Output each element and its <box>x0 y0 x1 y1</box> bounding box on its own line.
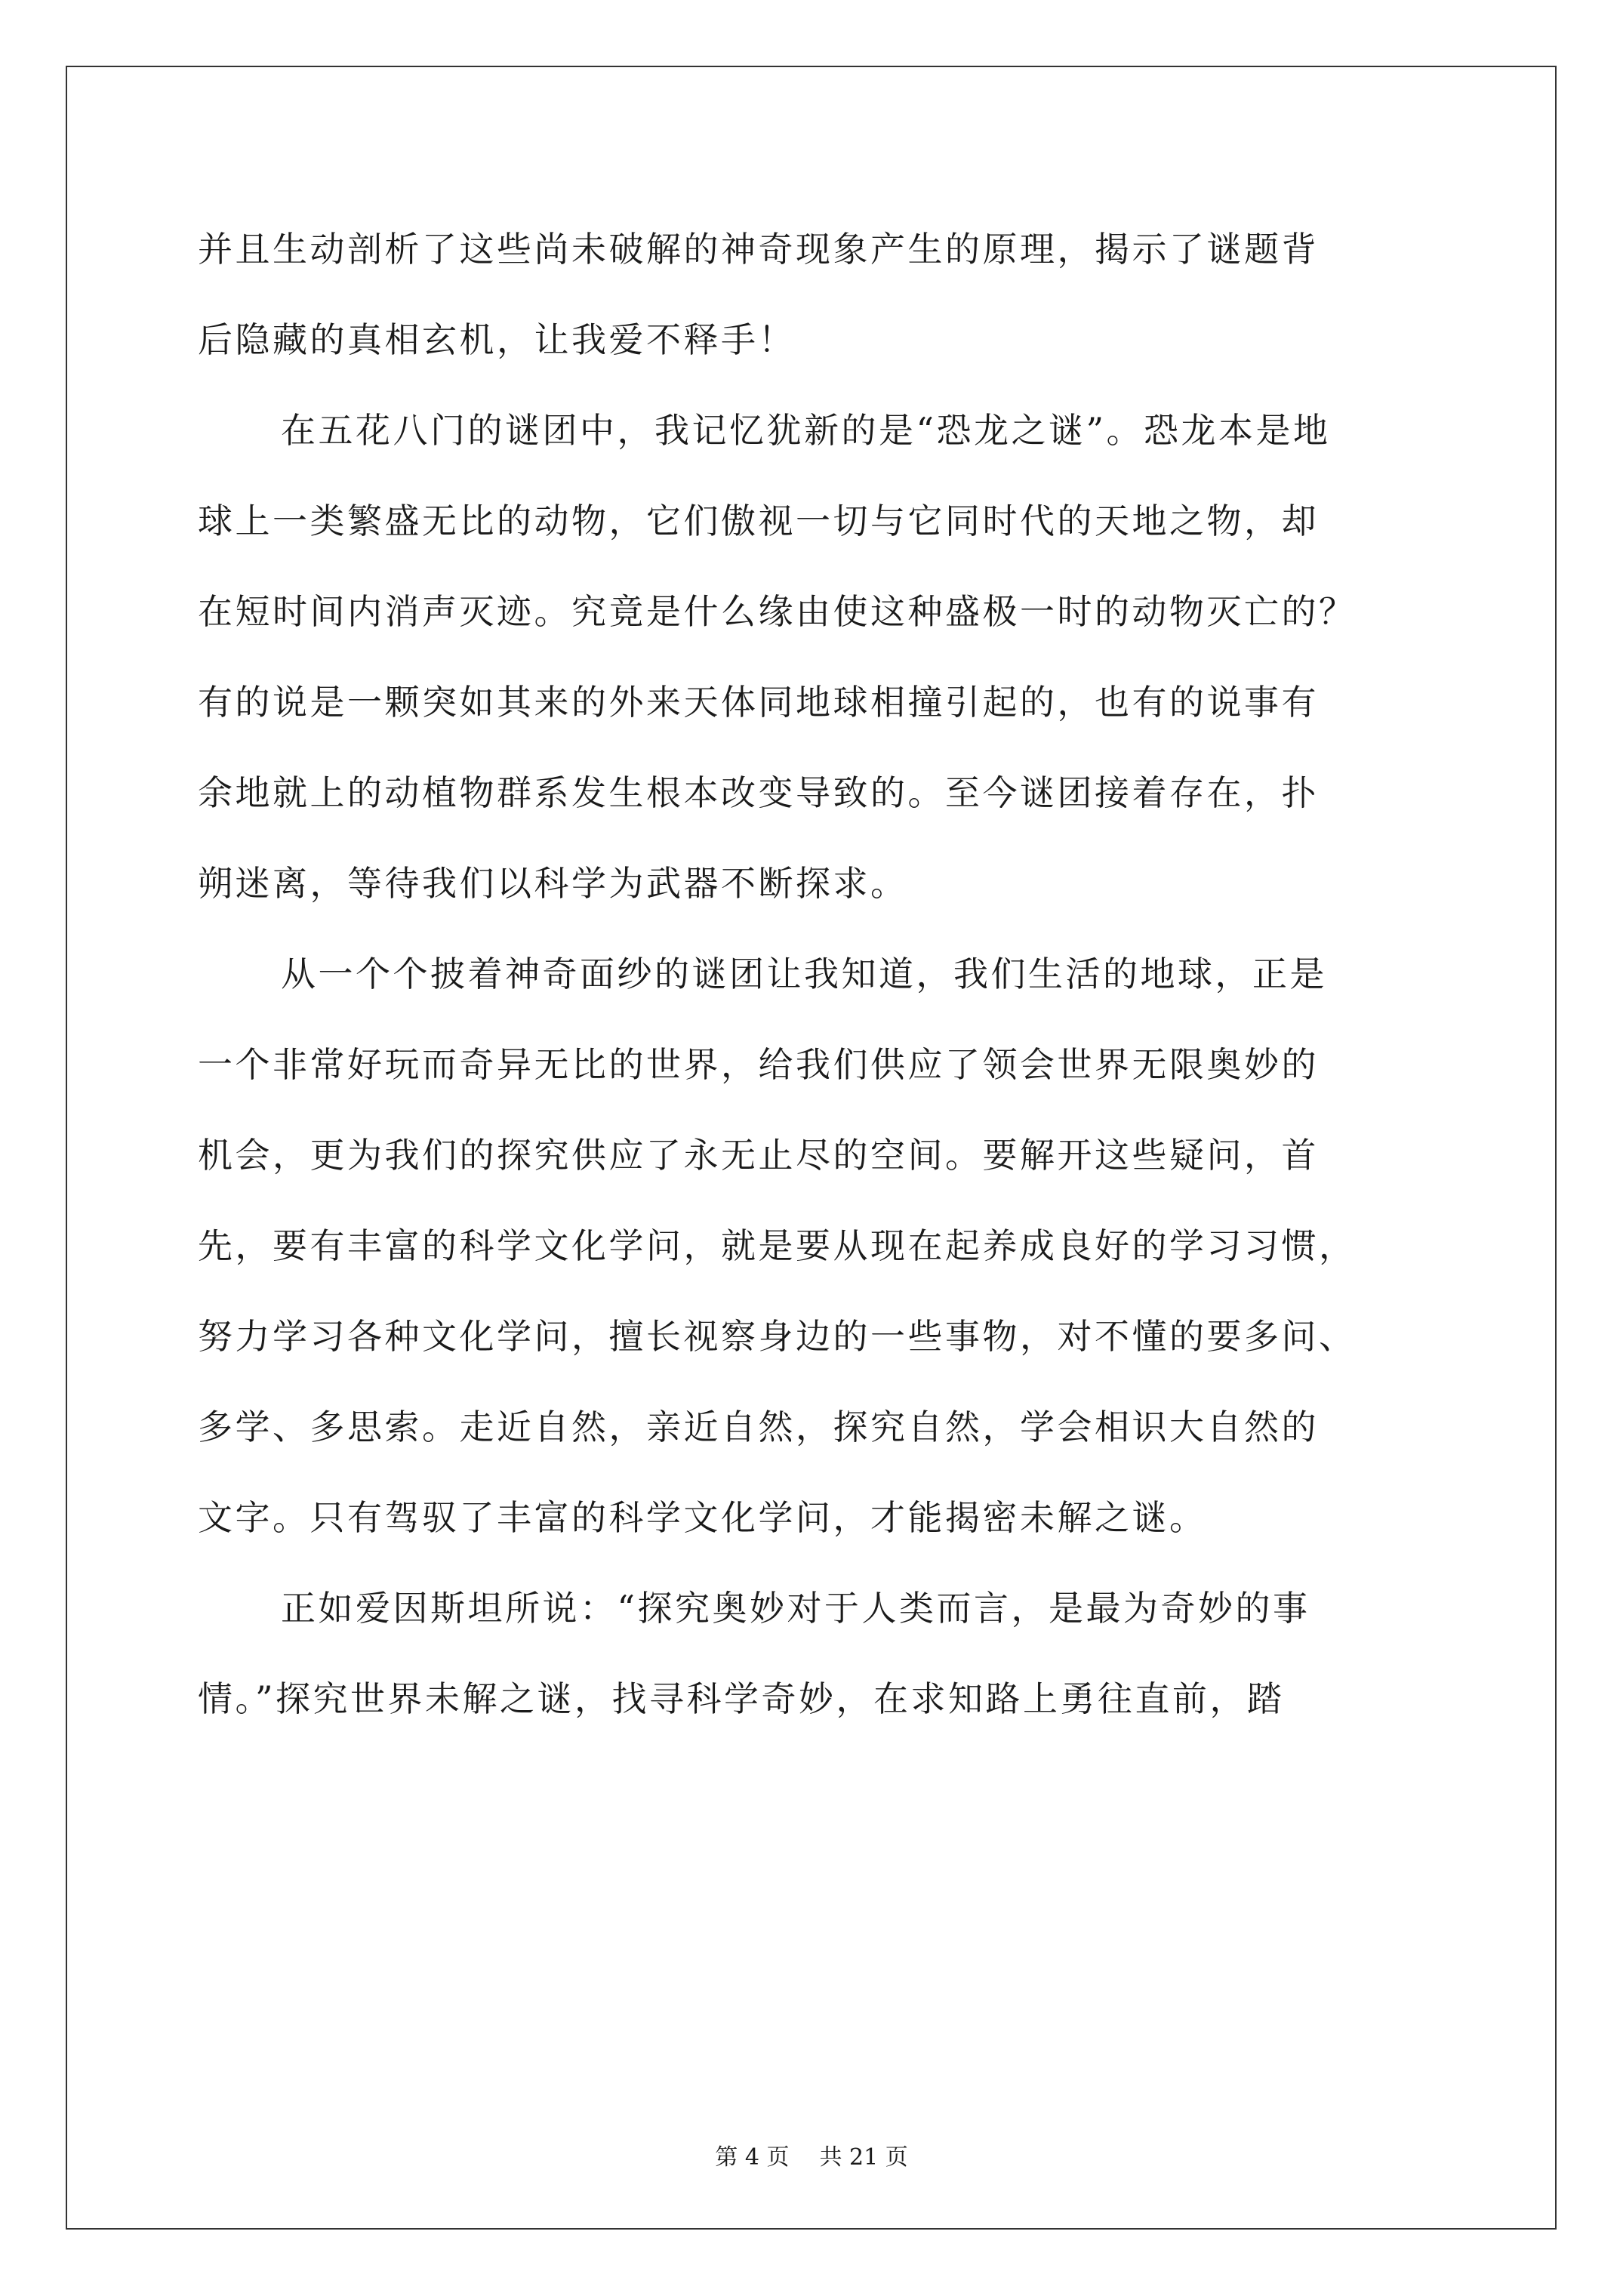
text-line: 在五花八门的谜团中，我记忆犹新的是“恐龙之谜”。恐龙本是地 <box>281 410 1331 451</box>
text-line: 机会，更为我们的探究供应了永无止尽的空间。要解开这些疑问，首 <box>198 1135 1319 1176</box>
page-number: 第 4 页 <box>715 2144 790 2171</box>
text-line: 余地就上的动植物群系发生根本改变导致的。至今谜团接着存在，扑 <box>198 772 1319 813</box>
page-footer <box>0 2138 1623 2171</box>
text-line: 先，要有丰富的科学文化学问，就是要从现在起养成良好的学习习惯， <box>198 1225 1357 1266</box>
text-line: 正如爱因斯坦所说：“探究奥妙对于人类而言，是最为奇妙的事 <box>281 1588 1310 1629</box>
text-line: 朔迷离，等待我们以科学为武器不断探求。 <box>198 863 908 904</box>
text-line: 球上一类繁盛无比的动物，它们傲视一切与它同时代的天地之物，却 <box>198 501 1319 541</box>
text-line: 后隐藏的真相玄机，让我爱不释手！ <box>198 319 796 360</box>
text-line: 努力学习各种文化学问，擅长视察身边的一些事物，对不懂的要多问、 <box>198 1316 1357 1357</box>
page-total: 共 21 页 <box>819 2144 908 2171</box>
text-line: 从一个个披着神奇面纱的谜团让我知道，我们生活的地球，正是 <box>281 954 1327 994</box>
document-body <box>198 204 1436 1744</box>
text-line: 多学、多思索。走近自然，亲近自然，探究自然，学会相识大自然的 <box>198 1407 1319 1447</box>
text-line: 在短时间内消声灭迹。究竟是什么缘由使这种盛极一时的动物灭亡的？ <box>198 591 1357 632</box>
text-line: 情。”探究世界未解之谜，找寻科学奇妙，在求知路上勇往直前，踏 <box>198 1678 1285 1719</box>
text-line: 并且生动剖析了这些尚未破解的神奇现象产生的原理，揭示了谜题背 <box>198 229 1319 270</box>
text-line: 有的说是一颗突如其来的外来天体同地球相撞引起的，也有的说事有 <box>198 682 1319 723</box>
text-line: 文字。只有驾驭了丰富的科学文化学问，才能揭密未解之谜。 <box>198 1497 1207 1538</box>
text-line: 一个非常好玩而奇异无比的世界，给我们供应了领会世界无限奥妙的 <box>198 1044 1319 1085</box>
